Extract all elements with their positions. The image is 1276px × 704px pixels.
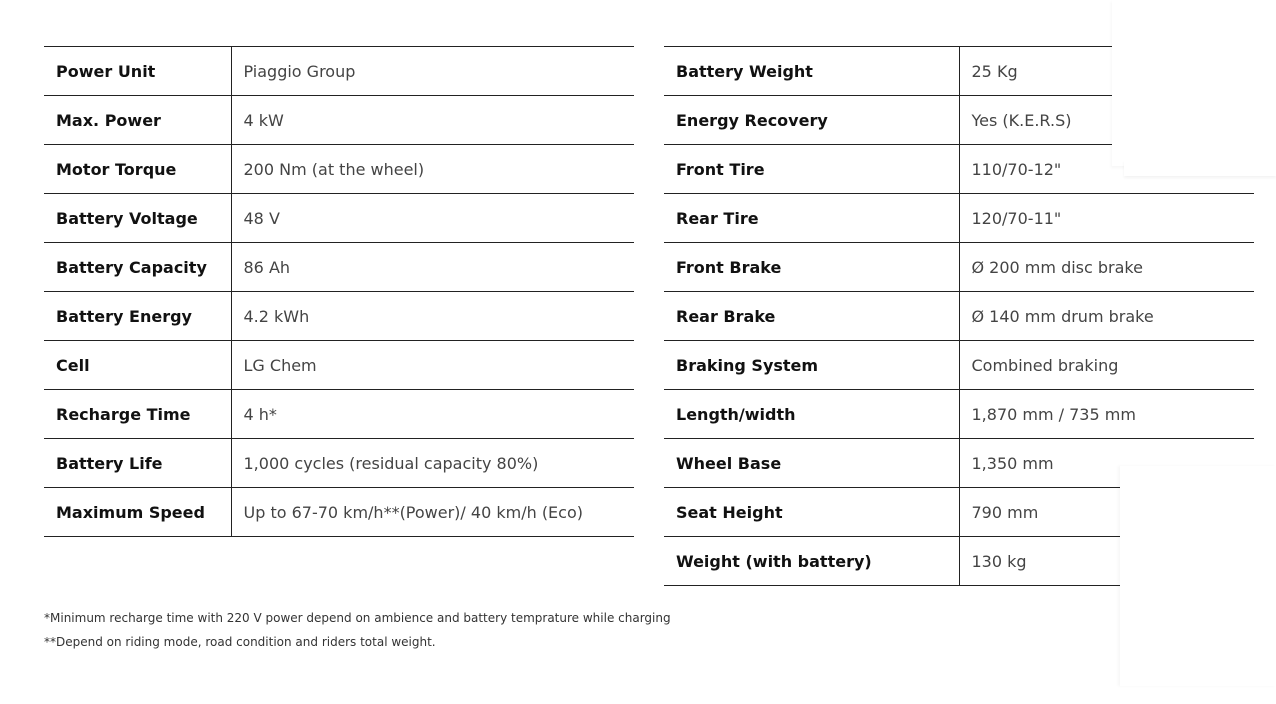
spec-label: Battery Energy [44,292,231,341]
spec-value: Up to 67-70 km/h**(Power)/ 40 km/h (Eco) [231,488,634,537]
spec-label: Power Unit [44,47,231,96]
spec-label: Braking System [664,341,959,390]
spec-label: Max. Power [44,96,231,145]
spec-value: 790 mm [959,488,1254,537]
spec-label: Weight (with battery) [664,537,959,586]
spec-value: 25 Kg [959,47,1254,96]
spec-value: 1,350 mm [959,439,1254,488]
spec-value: 4.2 kWh [231,292,634,341]
spec-value: 120/70-11" [959,194,1254,243]
table-row [664,390,1254,439]
spec-label: Maximum Speed [44,488,231,537]
spec-label: Cell [44,341,231,390]
table-row [44,439,634,488]
table-row [664,243,1254,292]
spec-value: 110/70-12" [959,145,1254,194]
footnote-speed: **Depend on riding mode, road condition and riders total weight. [44,635,436,649]
spec-label: Battery Weight [664,47,959,96]
specs-table-left [44,46,634,537]
table-row [44,96,634,145]
spec-label: Seat Height [664,488,959,537]
spec-value: Combined braking [959,341,1254,390]
spec-value: Piaggio Group [231,47,634,96]
overlay-panel-top [1112,0,1276,166]
spec-label: Rear Brake [664,292,959,341]
spec-value: 48 V [231,194,634,243]
spec-value: 1,000 cycles (residual capacity 80%) [231,439,634,488]
spec-label: Battery Life [44,439,231,488]
spec-label: Length/width [664,390,959,439]
spec-label: Energy Recovery [664,96,959,145]
overlay-panel-top-ledge [1124,160,1276,176]
spec-value: 4 h* [231,390,634,439]
spec-label: Wheel Base [664,439,959,488]
spec-label: Rear Tire [664,194,959,243]
spec-label: Battery Voltage [44,194,231,243]
spec-value: Yes (K.E.R.S) [959,96,1254,145]
spec-value: Ø 200 mm disc brake [959,243,1254,292]
spec-label: Front Brake [664,243,959,292]
spec-value: 86 Ah [231,243,634,292]
table-row [664,341,1254,390]
spec-label: Battery Capacity [44,243,231,292]
table-row [44,47,634,96]
table-row [44,145,634,194]
spec-label: Front Tire [664,145,959,194]
spec-value: Ø 140 mm drum brake [959,292,1254,341]
spec-value: 1,870 mm / 735 mm [959,390,1254,439]
table-row [664,292,1254,341]
spec-value: 200 Nm (at the wheel) [231,145,634,194]
spec-label: Motor Torque [44,145,231,194]
table-row [44,390,634,439]
table-row [44,488,634,537]
table-row [44,292,634,341]
overlay-panel-bottom [1120,466,1276,686]
footnotes [44,606,671,654]
spec-label: Recharge Time [44,390,231,439]
table-row [44,243,634,292]
table-row [664,194,1254,243]
table-row [44,341,634,390]
spec-value: 4 kW [231,96,634,145]
spec-value: LG Chem [231,341,634,390]
spec-value: 130 kg [959,537,1254,586]
table-row [44,194,634,243]
footnote-recharge: *Minimum recharge time with 220 V power depend on ambience and battery temprature while charging [44,611,671,625]
